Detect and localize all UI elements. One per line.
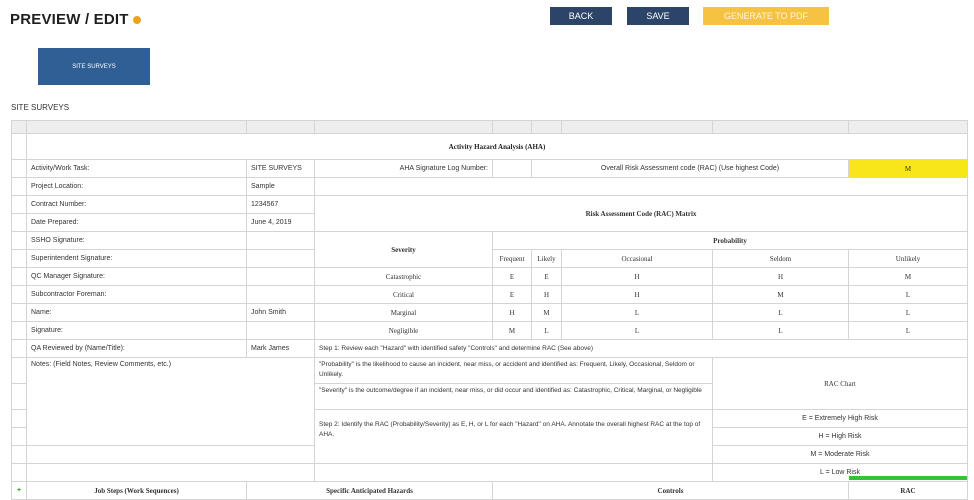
matrix-cell: L bbox=[849, 304, 968, 322]
matrix-cell: L bbox=[849, 322, 968, 340]
matrix-cell: L bbox=[713, 322, 849, 340]
matrix-cell: L bbox=[562, 322, 713, 340]
controls-header: Controls bbox=[493, 482, 849, 500]
matrix-cell: H bbox=[562, 286, 713, 304]
probability-column: Likely bbox=[532, 250, 562, 268]
name-value[interactable]: John Smith bbox=[247, 304, 315, 322]
aha-log-label: AHA Signature Log Number: bbox=[315, 160, 493, 178]
help-icon[interactable] bbox=[133, 16, 141, 24]
severity-name: Critical bbox=[315, 286, 493, 304]
matrix-row bbox=[12, 286, 968, 304]
superintendent-signature-value[interactable] bbox=[247, 250, 315, 268]
contract-number-value[interactable]: 1234567 bbox=[247, 196, 315, 214]
field-label: Activity/Work Task: bbox=[27, 160, 247, 178]
matrix-cell: E bbox=[532, 268, 562, 286]
matrix-row bbox=[12, 304, 968, 322]
subcontractor-foreman-value[interactable] bbox=[247, 286, 315, 304]
field-label: SSHO Signature: bbox=[27, 232, 247, 250]
matrix-cell: M bbox=[493, 322, 532, 340]
section-label: SITE SURVEYS bbox=[11, 103, 70, 112]
job-steps-header-row bbox=[12, 482, 968, 500]
ssho-signature-value[interactable] bbox=[247, 232, 315, 250]
step1-text: Step 1: Review each "Hazard" with identified safety "Controls" and determine RAC (See above) bbox=[315, 340, 968, 358]
field-label: Superintendent Signature: bbox=[27, 250, 247, 268]
field-label: QC Manager Signature: bbox=[27, 268, 247, 286]
job-steps-header: Job Steps (Work Sequences) bbox=[27, 482, 247, 500]
severity-name: Marginal bbox=[315, 304, 493, 322]
field-label: QA Reviewed by (Name/Title): bbox=[27, 340, 247, 358]
field-label: Signature: bbox=[27, 322, 247, 340]
matrix-cell: H bbox=[493, 304, 532, 322]
activity-value[interactable]: SITE SURVEYS bbox=[247, 160, 315, 178]
overall-rac-label: Overall Risk Assessment code (RAC) (Use highest Code) bbox=[532, 160, 849, 178]
severity-definition: "Severity" is the outcome/degree if an incident, near miss, or did occur and identified as: Catastrophic, Critical, Marginal, or Negligible bbox=[315, 384, 713, 410]
project-location-value[interactable]: Sample bbox=[247, 178, 315, 196]
matrix-cell: M bbox=[532, 304, 562, 322]
qc-manager-signature-value[interactable] bbox=[247, 268, 315, 286]
matrix-cell: L bbox=[849, 286, 968, 304]
matrix-title: Risk Assessment Code (RAC) Matrix bbox=[315, 196, 968, 232]
rac-legend-item: L = Low Risk bbox=[713, 464, 968, 482]
probability-column: Frequent bbox=[493, 250, 532, 268]
step2-text: Step 2: Identify the RAC (Probability/Severity) as E, H, or L for each "Hazard" on AHA. Annotate the overall highest RAC at the top of AHA. bbox=[315, 410, 713, 464]
column-header-row bbox=[12, 121, 968, 134]
generate-pdf-button[interactable]: GENERATE TO PDF bbox=[703, 7, 829, 25]
qa-reviewed-value[interactable]: Mark James bbox=[247, 340, 315, 358]
add-row-icon[interactable]: + bbox=[12, 482, 27, 500]
back-button[interactable]: BACK bbox=[550, 7, 612, 25]
severity-name: Catastrophic bbox=[315, 268, 493, 286]
aha-log-value[interactable] bbox=[493, 160, 532, 178]
field-label: Subcontractor Foreman: bbox=[27, 286, 247, 304]
probability-column: Occasional bbox=[562, 250, 713, 268]
matrix-cell: M bbox=[713, 286, 849, 304]
matrix-row bbox=[12, 268, 968, 286]
matrix-cell: E bbox=[493, 268, 532, 286]
probability-header: Probability bbox=[493, 232, 968, 250]
matrix-cell: L bbox=[532, 322, 562, 340]
field-label: Name: bbox=[27, 304, 247, 322]
rac-legend-item: H = High Risk bbox=[713, 428, 968, 446]
matrix-cell: H bbox=[532, 286, 562, 304]
date-prepared-value[interactable]: June 4, 2019 bbox=[247, 214, 315, 232]
field-label: Date Prepared: bbox=[27, 214, 247, 232]
save-button[interactable]: SAVE bbox=[627, 7, 689, 25]
hazards-header: Specific Anticipated Hazards bbox=[247, 482, 493, 500]
aha-sheet bbox=[11, 120, 968, 500]
sheet-title: Activity Hazard Analysis (AHA) bbox=[27, 134, 968, 160]
probability-column: Unlikely bbox=[849, 250, 968, 268]
field-label: Contract Number: bbox=[27, 196, 247, 214]
severity-name: Negligible bbox=[315, 322, 493, 340]
matrix-cell: L bbox=[562, 304, 713, 322]
rac-legend-item: E = Extremely High Risk bbox=[713, 410, 968, 428]
matrix-cell: H bbox=[562, 268, 713, 286]
probability-column: Seldom bbox=[713, 250, 849, 268]
rac-chart-title: RAC Chart bbox=[713, 358, 968, 410]
site-surveys-tile[interactable]: SITE SURVEYS bbox=[38, 48, 150, 85]
overall-rac-value[interactable]: M bbox=[849, 160, 968, 178]
signature-value[interactable] bbox=[247, 322, 315, 340]
matrix-cell: H bbox=[713, 268, 849, 286]
severity-header: Severity bbox=[315, 232, 493, 268]
matrix-cell: M bbox=[849, 268, 968, 286]
probability-definition: "Probability" is the likelihood to cause an incident, near miss, or accident and identified as: Frequent, Likely, Occasional, Seldom or Unlikely. bbox=[315, 358, 713, 384]
notes-field[interactable]: Notes: (Field Notes, Review Comments, etc.) bbox=[27, 358, 315, 446]
rac-legend-item: M = Moderate Risk bbox=[713, 446, 968, 464]
rac-header: RAC bbox=[849, 482, 968, 500]
matrix-row bbox=[12, 322, 968, 340]
field-label: Project Location: bbox=[27, 178, 247, 196]
page-title: PREVIEW / EDIT bbox=[10, 11, 141, 28]
matrix-cell: E bbox=[493, 286, 532, 304]
rac-green-bar bbox=[849, 476, 967, 480]
matrix-cell: L bbox=[713, 304, 849, 322]
